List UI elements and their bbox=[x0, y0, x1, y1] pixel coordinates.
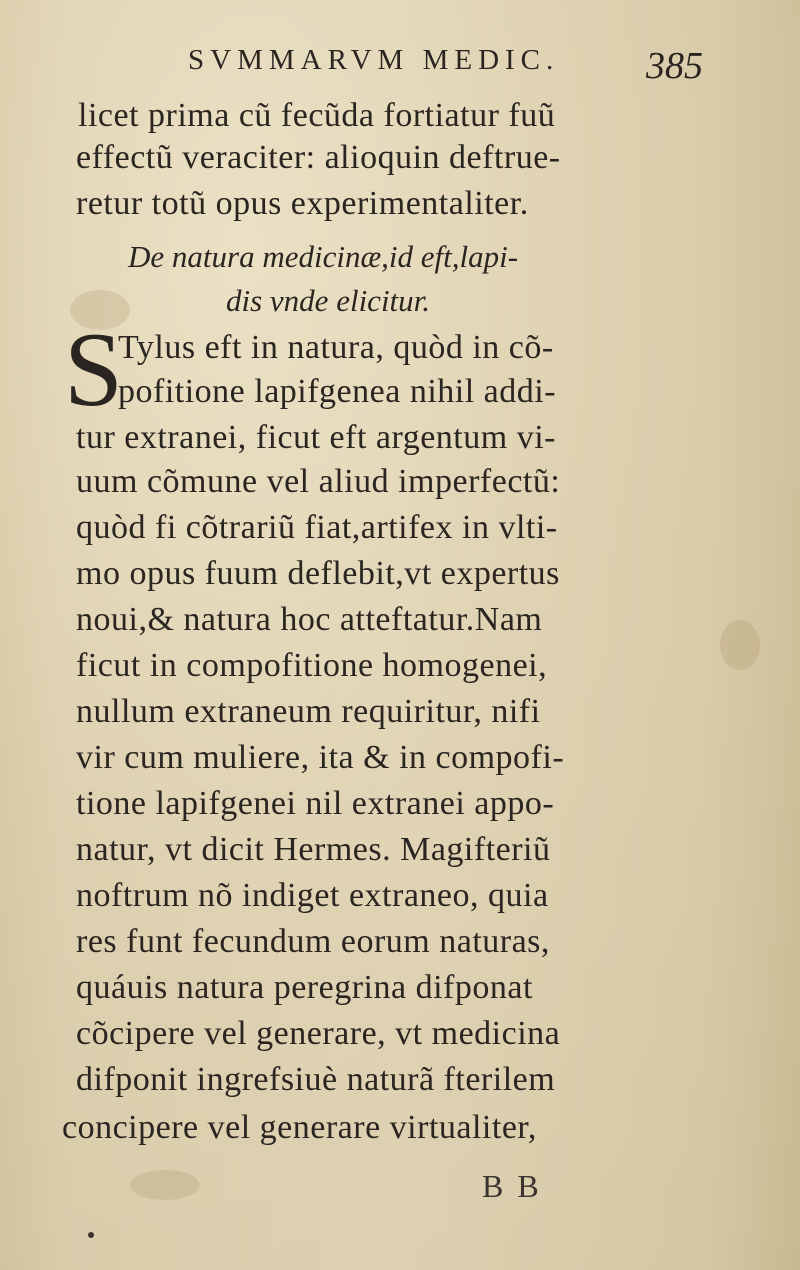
section-heading-line: dis vnde elicitur. bbox=[226, 283, 431, 318]
text-line: natur, vt dicit Hermes. Magifteriũ bbox=[76, 831, 551, 868]
text-line: mo opus fuum deflebit,vt expertus bbox=[76, 555, 560, 592]
text-line: concipere vel generare virtualiter, bbox=[62, 1109, 537, 1146]
text-line: noftrum nõ indiget extraneo, quia bbox=[76, 877, 549, 914]
text-line: ficut in compofitione homogenei, bbox=[76, 647, 548, 684]
text-line: pofitione lapifgenea nihil addi- bbox=[118, 373, 557, 410]
text-line: noui,& natura hoc atteftatur.Nam bbox=[76, 601, 543, 638]
text-line: effectũ veraciter: alioquin deftrue- bbox=[76, 139, 561, 176]
signature-mark: B B bbox=[482, 1168, 542, 1204]
page-number: 385 bbox=[646, 45, 703, 87]
text-line: tione lapifgenei nil extranei appo- bbox=[76, 785, 555, 822]
text-line: Tylus eft in natura, quòd in cõ- bbox=[118, 329, 554, 366]
age-stain bbox=[720, 620, 760, 670]
running-title: SVMMARVM MEDIC. bbox=[188, 44, 560, 76]
text-line: nullum extraneum requiritur, nifi bbox=[76, 693, 541, 730]
text-line: licet prima cũ fecũda fortiatur fuũ bbox=[78, 97, 556, 134]
text-line: uum cõmune vel aliud imperfectũ: bbox=[76, 463, 561, 500]
drop-cap: S bbox=[64, 311, 123, 428]
text-line: vir cum muliere, ita & in compofi- bbox=[76, 739, 565, 776]
age-stain bbox=[130, 1170, 200, 1200]
section-heading-line: De natura medicinæ,id eft,lapi- bbox=[128, 239, 519, 274]
text-line: res funt fecundum eorum naturas, bbox=[76, 923, 550, 960]
text-line: cõcipere vel generare, vt medicina bbox=[76, 1015, 561, 1052]
text-line: tur extranei, ficut eft argentum vi- bbox=[76, 419, 556, 456]
text-line: quáuis natura peregrina difponat bbox=[76, 969, 533, 1006]
text-line: retur totũ opus experimentaliter. bbox=[76, 185, 529, 222]
text-line: difponit ingrefsiuè naturã fterilem bbox=[76, 1061, 556, 1098]
text-line: quòd fi cõtrariũ fiat,artifex in vlti- bbox=[76, 509, 558, 546]
ink-dot bbox=[88, 1232, 94, 1238]
